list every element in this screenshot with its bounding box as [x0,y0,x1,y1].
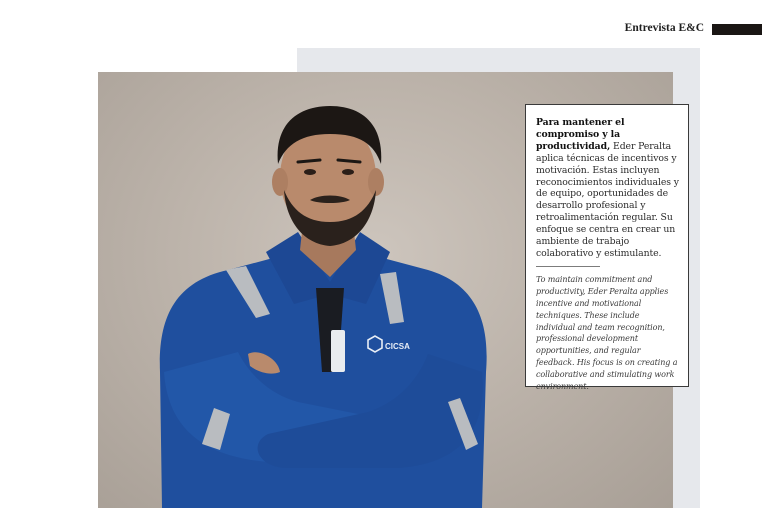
caption-spanish-lead: Para mantener el compromiso y la productividad, [536,117,625,152]
caption-divider [536,266,600,267]
id-badge [331,330,345,372]
caption-spanish-body: Eder Peralta aplica técnicas de incentivos y motivación. Estas incluyen reconocimientos individuales y de equipo, oportunidades de desarrollo profesional y retroalimentación regular. Su enfoque se centra en crear un ambiente de trabajo colaborativo y estimulante. [536,140,679,259]
ear-left [272,168,288,196]
eyebrow-left [298,160,320,162]
logo-text: CICSA [385,342,410,351]
section-label: Entrevista E&C [624,22,704,34]
caption-box [525,104,689,392]
eye-left [304,169,316,175]
caption-english: To maintain commitment and productivity, Eder Peralta applies incentive and motivational techniques. These include individual and team recognition, professional development opportunities, and regular feedback. His focus is on creating a collaborative and stimulating work environment. [536,274,678,392]
ear-right [368,168,384,196]
caption-spanish [536,117,679,260]
section-bar [712,24,762,35]
eye-right [342,169,354,175]
eyebrow-right [338,160,360,162]
